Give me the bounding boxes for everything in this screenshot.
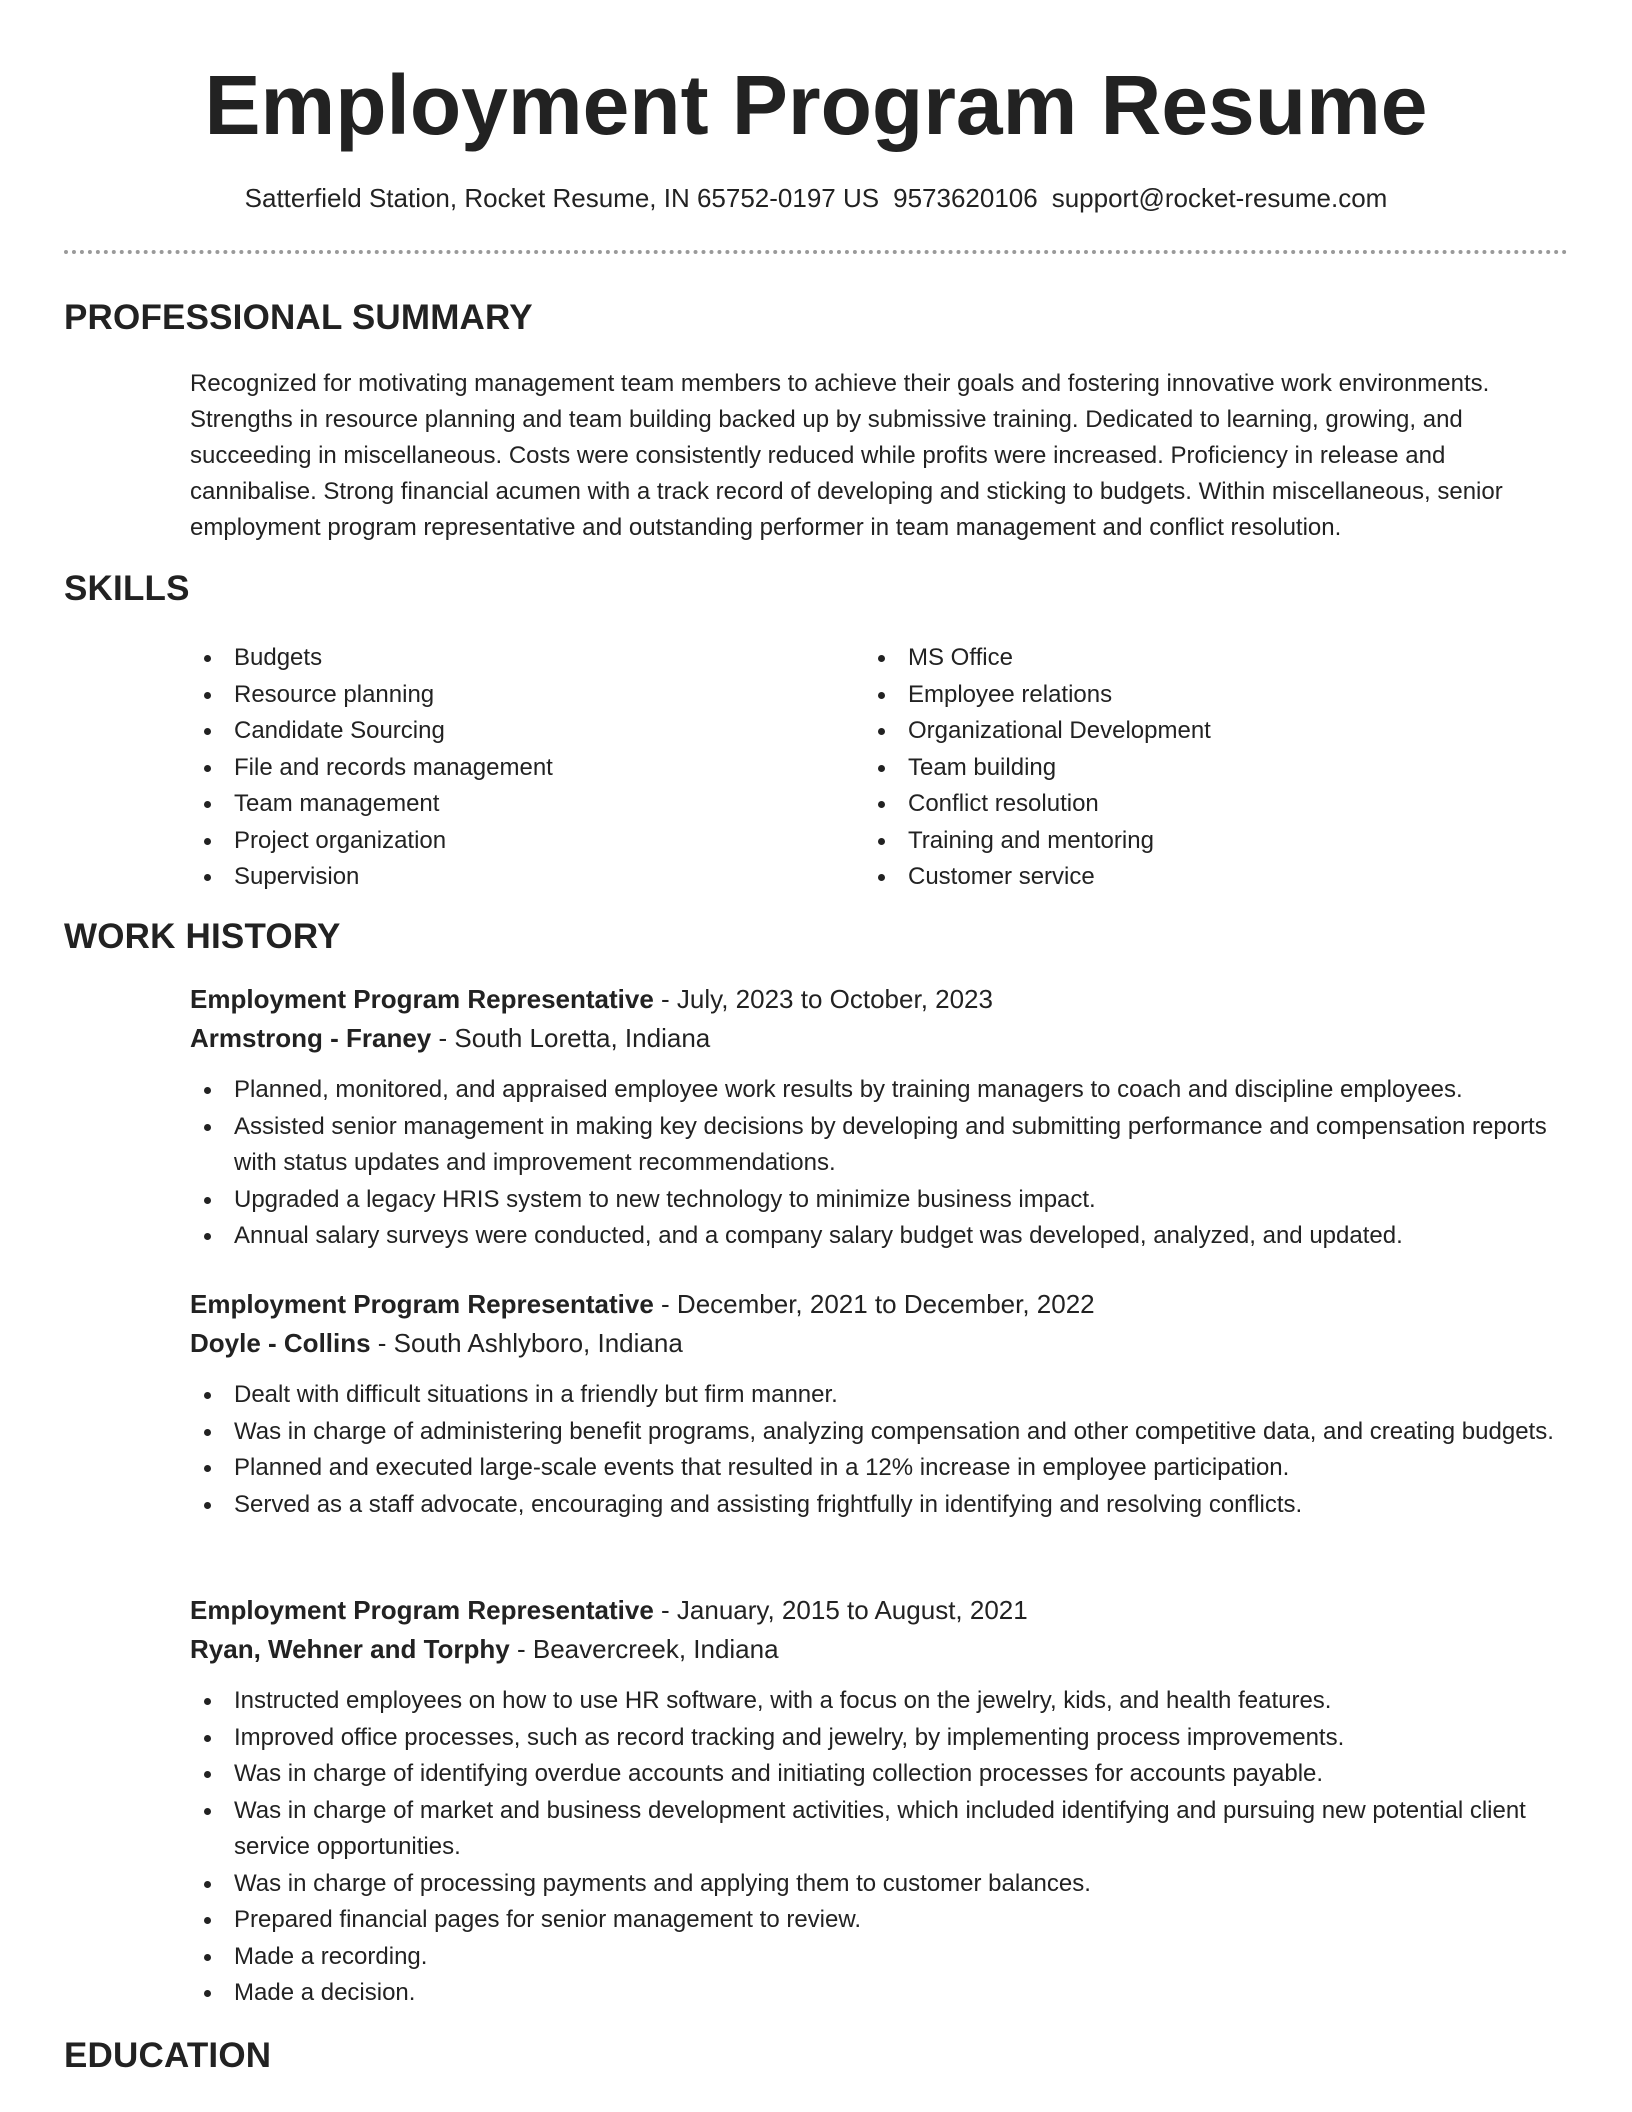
skill-item: Conflict resolution: [864, 786, 1504, 823]
job-dates: - January, 2015 to August, 2021: [653, 1595, 1028, 1625]
job-entry: [190, 1285, 1570, 1523]
job-bullet: Was in charge of administering benefit programs, analyzing compensation and other competitive data, and creating budgets.: [190, 1414, 1570, 1451]
job-company: Armstrong - Franey: [190, 1023, 432, 1053]
job-bullet: Dealt with difficult situations in a friendly but firm manner.: [190, 1377, 1570, 1414]
job-bullet: Improved office processes, such as record tracking and jewelry, by implementing process improvements.: [190, 1720, 1570, 1757]
job-bullet: Served as a staff advocate, encouraging and assisting frightfully in identifying and resolving conflicts.: [190, 1487, 1570, 1524]
skill-item: Team management: [190, 786, 830, 823]
job-title-line: [190, 980, 1570, 1019]
education-heading: EDUCATION: [64, 2036, 272, 2075]
job-bullet: Was in charge of processing payments and applying them to customer balances.: [190, 1866, 1570, 1903]
skill-item: MS Office: [864, 640, 1504, 677]
job-bullet: Upgraded a legacy HRIS system to new technology to minimize business impact.: [190, 1182, 1570, 1219]
job-bullet: Instructed employees on how to use HR software, with a focus on the jewelry, kids, and health features.: [190, 1683, 1570, 1720]
job-company-line: [190, 1324, 1570, 1363]
contact-phone: 9573620106: [893, 183, 1038, 213]
job-dates: - December, 2021 to December, 2022: [653, 1289, 1095, 1319]
summary-text: Recognized for motivating management team members to achieve their goals and fostering innovative work environments. Strengths in resource planning and team building backed up by submissive training. Dedicated to learning, growing, and succeeding in miscellaneous. Costs were consistently reduced while profits were increased. Proficiency in release and cannibalise. Strong financial acumen with a track record of developing and sticking to budgets. Within miscellaneous, senior employment program representative and outstanding performer in team management and conflict resolution.: [190, 370, 1503, 541]
work-history-heading: WORK HISTORY: [64, 917, 341, 956]
job-bullet: Prepared financial pages for senior management to review.: [190, 1902, 1570, 1939]
job-company-line: [190, 1019, 1570, 1058]
job-title: Employment Program Representative: [190, 984, 654, 1014]
job-entry: [190, 980, 1570, 1255]
skills-right-column: [864, 640, 1504, 896]
job-bullet: Assisted senior management in making key decisions by developing and submitting performance and compensation reports with status updates and improvement recommendations.: [190, 1109, 1570, 1182]
skills-left-column: [190, 640, 830, 896]
job-bullet: Annual salary surveys were conducted, and a company salary budget was developed, analyzed, and updated.: [190, 1218, 1570, 1255]
skill-item: Employee relations: [864, 677, 1504, 714]
skill-item: Candidate Sourcing: [190, 713, 830, 750]
job-entry: [190, 1591, 1570, 2012]
summary-heading: PROFESSIONAL SUMMARY: [64, 298, 533, 337]
skill-item: Team building: [864, 750, 1504, 787]
job-title-line: [190, 1285, 1570, 1324]
resume-title: Employment Program Resume: [204, 58, 1428, 152]
skill-item: Project organization: [190, 823, 830, 860]
header-divider: [64, 250, 1568, 254]
job-title: Employment Program Representative: [190, 1289, 654, 1319]
job-title: Employment Program Representative: [190, 1595, 654, 1625]
job-location: - South Ashlyboro, Indiana: [370, 1328, 683, 1358]
job-company-line: [190, 1630, 1570, 1669]
job-bullets: [190, 1377, 1570, 1523]
job-location: - South Loretta, Indiana: [431, 1023, 711, 1053]
skill-item: Organizational Development: [864, 713, 1504, 750]
skill-item: Training and mentoring: [864, 823, 1504, 860]
contact-line: [0, 178, 1632, 218]
contact-email[interactable]: support@rocket-resume.com: [1051, 183, 1388, 213]
job-bullet: Planned, monitored, and appraised employee work results by training managers to coach and discipline employees.: [190, 1072, 1570, 1109]
job-bullets: [190, 1072, 1570, 1255]
job-company: Doyle - Collins: [190, 1328, 371, 1358]
job-bullet: Was in charge of market and business development activities, which included identifying and pursuing new potential client service opportunities.: [190, 1793, 1570, 1866]
job-bullets: [190, 1683, 1570, 2012]
job-bullet: Made a recording.: [190, 1939, 1570, 1976]
job-bullet: Made a decision.: [190, 1975, 1570, 2012]
contact-address: Satterfield Station, Rocket Resume, IN 65752-0197 US: [244, 183, 880, 213]
job-company: Ryan, Wehner and Torphy: [190, 1634, 510, 1664]
job-title-line: [190, 1591, 1570, 1630]
job-bullet: Was in charge of identifying overdue accounts and initiating collection processes for accounts payable.: [190, 1756, 1570, 1793]
skill-item: Budgets: [190, 640, 830, 677]
skills-heading: SKILLS: [64, 569, 190, 608]
job-bullet: Planned and executed large-scale events that resulted in a 12% increase in employee participation.: [190, 1450, 1570, 1487]
skill-item: Supervision: [190, 859, 830, 896]
job-location: - Beavercreek, Indiana: [509, 1634, 779, 1664]
skill-item: Customer service: [864, 859, 1504, 896]
job-dates: - July, 2023 to October, 2023: [653, 984, 993, 1014]
skill-item: File and records management: [190, 750, 830, 787]
skill-item: Resource planning: [190, 677, 830, 714]
